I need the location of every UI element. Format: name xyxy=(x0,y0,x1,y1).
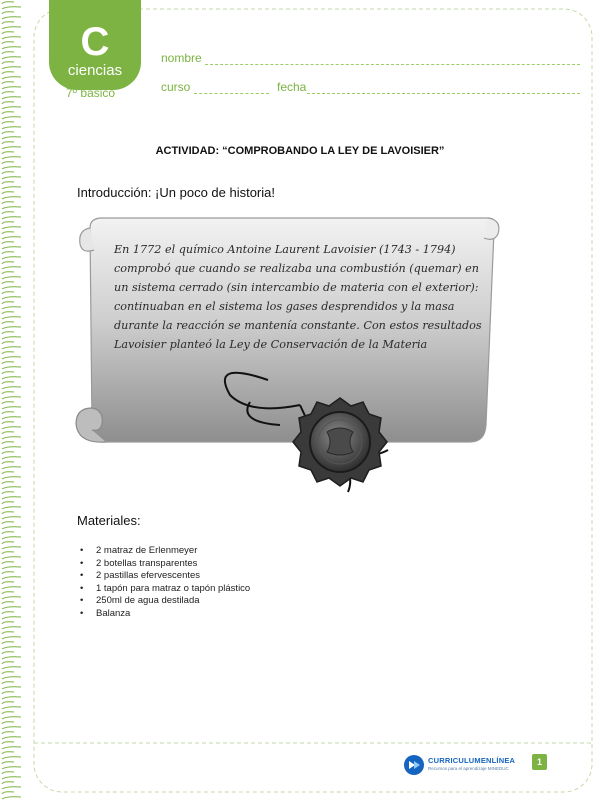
grass-blade xyxy=(2,477,21,479)
grass-blade xyxy=(2,367,21,369)
grass-blade xyxy=(2,572,14,574)
grass-blade xyxy=(2,72,14,74)
grass-blade xyxy=(2,297,21,299)
grass-blade xyxy=(2,682,14,684)
grass-blade xyxy=(2,127,21,129)
grass-blade xyxy=(2,697,21,699)
grass-blade xyxy=(2,7,21,9)
grass-blade xyxy=(2,587,21,589)
grass-blade xyxy=(2,432,14,434)
grass-blade xyxy=(2,92,14,94)
name-field-label: nombre xyxy=(161,51,202,65)
materials-list xyxy=(80,545,250,620)
course-field-line[interactable] xyxy=(194,93,269,94)
grass-blade xyxy=(2,547,21,549)
grass-blade xyxy=(2,552,14,554)
grass-blade xyxy=(2,442,14,444)
grass-blade xyxy=(2,502,14,504)
subject-label: ciencias xyxy=(67,62,123,79)
grass-blade xyxy=(2,22,14,24)
grass-blade xyxy=(2,97,21,99)
grass-blade xyxy=(2,652,14,654)
date-field-line[interactable] xyxy=(307,93,580,94)
grass-blade xyxy=(2,622,14,624)
date-field-label: fecha xyxy=(277,80,307,94)
grass-blade xyxy=(2,187,21,189)
grass-blade xyxy=(2,632,14,634)
list-item: • 2 matraz de Erlenmeyer xyxy=(80,545,250,558)
grass-blade xyxy=(2,362,14,364)
grass-blade xyxy=(2,137,21,139)
grass-blade xyxy=(2,307,21,309)
grass-blade xyxy=(2,687,21,689)
grass-blade xyxy=(2,132,14,134)
grass-blade xyxy=(2,317,21,319)
grass-blade xyxy=(2,467,21,469)
grass-blade xyxy=(2,397,21,399)
grass-blade xyxy=(2,77,21,79)
grass-blade xyxy=(2,722,14,724)
grass-blade xyxy=(2,247,21,249)
list-item: • 2 pastillas efervescentes xyxy=(80,570,250,583)
grass-blade xyxy=(2,42,14,44)
grass-blade xyxy=(2,52,14,54)
grass-blade xyxy=(2,637,21,639)
grass-blade xyxy=(2,712,14,714)
list-item: • Balanza xyxy=(80,608,250,621)
grass-blade xyxy=(2,747,21,749)
grass-blade xyxy=(2,787,21,789)
grass-blade xyxy=(2,627,21,629)
grass-blade xyxy=(2,312,14,314)
grass-blade xyxy=(2,707,21,709)
grass-blade xyxy=(2,742,14,744)
grass-blade xyxy=(2,32,14,34)
grass-blade xyxy=(2,732,14,734)
grass-blade xyxy=(2,497,21,499)
grass-blade xyxy=(2,37,21,39)
grass-blade xyxy=(2,267,21,269)
grass-blade xyxy=(2,192,14,194)
grass-blade xyxy=(2,272,14,274)
name-field-line[interactable] xyxy=(205,64,580,65)
grass-blade xyxy=(2,327,21,329)
grass-blade xyxy=(2,517,21,519)
grass-blade xyxy=(2,452,14,454)
grass-blade xyxy=(2,387,21,389)
grass-blade xyxy=(2,662,14,664)
grass-blade xyxy=(2,337,21,339)
grass-blade xyxy=(2,472,14,474)
grass-blade xyxy=(2,607,21,609)
grass-blade xyxy=(2,692,14,694)
grass-blade xyxy=(2,797,21,799)
grass-blade xyxy=(2,122,14,124)
grass-blade xyxy=(2,482,14,484)
grass-blade xyxy=(2,142,14,144)
grass-blade xyxy=(2,777,21,779)
grass-blade xyxy=(2,657,21,659)
grass-blade xyxy=(2,332,14,334)
grass-blade xyxy=(2,57,21,59)
materials-heading: Materiales: xyxy=(77,513,141,528)
grass-blade xyxy=(2,702,14,704)
grass-blade xyxy=(2,782,14,784)
grass-blade xyxy=(2,232,14,234)
grass-blade xyxy=(2,12,14,14)
grass-blade xyxy=(2,422,14,424)
grass-blade xyxy=(2,242,14,244)
grass-blade xyxy=(2,227,21,229)
grass-blade xyxy=(2,717,21,719)
grass-blade xyxy=(2,107,21,109)
grass-blade xyxy=(2,577,21,579)
grass-blade xyxy=(2,757,21,759)
course-field-label: curso xyxy=(161,80,191,94)
grass-blade xyxy=(2,727,21,729)
grass-blade xyxy=(2,522,14,524)
logo-name: CURRICULUMENLÍNEA xyxy=(428,756,516,765)
grass-blade xyxy=(2,117,21,119)
grass-blade xyxy=(2,382,14,384)
grass-blade xyxy=(2,207,21,209)
grass-blade xyxy=(2,592,14,594)
badge-letter: C xyxy=(80,20,110,64)
grass-blade xyxy=(2,677,21,679)
grass-blade xyxy=(2,172,14,174)
grass-blade xyxy=(2,372,14,374)
grass-blade xyxy=(2,562,14,564)
grass-blade xyxy=(2,237,21,239)
grass-blade xyxy=(2,537,21,539)
grass-blade xyxy=(2,212,14,214)
grass-blade xyxy=(2,617,21,619)
grass-blade xyxy=(2,567,21,569)
grass-blade xyxy=(2,87,21,89)
grass-blade xyxy=(2,222,14,224)
grass-blade xyxy=(2,427,21,429)
grass-blade xyxy=(2,457,21,459)
grass-blade xyxy=(2,47,21,49)
grass-blade xyxy=(2,462,14,464)
grass-blade xyxy=(2,532,14,534)
grass-blade xyxy=(2,217,21,219)
grass-blade xyxy=(2,672,14,674)
grass-blade xyxy=(2,772,14,774)
grass-blade xyxy=(2,67,21,69)
grass-blade xyxy=(2,412,14,414)
grass-blade xyxy=(2,737,21,739)
grass-blade xyxy=(2,282,14,284)
grass-blade xyxy=(2,507,21,509)
grass-blade xyxy=(2,667,21,669)
grass-blade xyxy=(2,252,14,254)
grass-blade xyxy=(2,642,14,644)
grass-blade xyxy=(2,792,14,794)
grass-blade xyxy=(2,157,21,159)
grass-blade xyxy=(2,512,14,514)
grass-blade xyxy=(2,582,14,584)
history-text: En 1772 el químico Antoine Laurent Lavoisier (1743 - 1794) comprobó que cuando se realizaba una combustión (quemar) en un sistema cerrado (sin intercambio de materia con el exterior): continuaban en el sistema los gases desprendidos y la masa durante la reacción se mantenía constante. Con estos resultados Lavoisier planteó la Ley de Conservación de la Materia xyxy=(114,243,482,351)
grass-blade xyxy=(2,487,21,489)
grass-blade xyxy=(2,202,14,204)
grass-blade xyxy=(2,602,14,604)
grass-blade xyxy=(2,612,14,614)
grass-blade xyxy=(2,27,21,29)
logo-tagline: Recursos para el aprendizaje MINEDUC xyxy=(428,766,509,771)
subject-badge xyxy=(49,0,141,90)
grass-blade xyxy=(2,257,21,259)
activity-title: ACTIVIDAD: “COMPROBANDO LA LEY DE LAVOISIER” xyxy=(155,145,445,157)
grass-blade xyxy=(2,82,14,84)
grass-blade xyxy=(2,182,14,184)
grass-blade xyxy=(2,402,14,404)
grass-blade xyxy=(2,767,21,769)
grass-blade xyxy=(2,492,14,494)
grass-blade xyxy=(2,302,14,304)
grass-blade xyxy=(2,277,21,279)
grade-label: 7º básico xyxy=(66,86,116,100)
grass-blade xyxy=(2,647,21,649)
grass-blade xyxy=(2,762,14,764)
grass-blade xyxy=(2,357,21,359)
page-number: 1 xyxy=(532,754,547,770)
grass-blade xyxy=(2,292,14,294)
grass-blade xyxy=(2,407,21,409)
grass-blade xyxy=(2,162,14,164)
grass-border-decoration xyxy=(0,0,30,800)
grass-blade xyxy=(2,352,14,354)
intro-heading: Introducción: ¡Un poco de historia! xyxy=(77,185,275,200)
grass-blade xyxy=(2,377,21,379)
grass-blade xyxy=(2,262,14,264)
grass-blade xyxy=(2,342,14,344)
grass-blade xyxy=(2,17,21,19)
grass-blade xyxy=(2,2,14,4)
grass-blade xyxy=(2,62,14,64)
grass-blade xyxy=(2,752,14,754)
grass-blade xyxy=(2,392,14,394)
grass-blade xyxy=(2,112,14,114)
list-item: • 250ml de agua destilada xyxy=(80,595,250,608)
grass-blade xyxy=(2,557,21,559)
grass-blade xyxy=(2,177,21,179)
grass-blade xyxy=(2,527,21,529)
grass-blade xyxy=(2,287,21,289)
grass-blade xyxy=(2,417,21,419)
grass-blade xyxy=(2,542,14,544)
grass-blade xyxy=(2,197,21,199)
list-item: • 1 tapón para matraz o tapón plástico xyxy=(80,583,250,596)
grass-blade xyxy=(2,437,21,439)
list-item: • 2 botellas transparentes xyxy=(80,558,250,571)
grass-blade xyxy=(2,597,21,599)
grass-blade xyxy=(2,347,21,349)
grass-blade xyxy=(2,167,21,169)
grass-blade xyxy=(2,102,14,104)
grass-blade xyxy=(2,447,21,449)
curriculum-logo-icon xyxy=(402,753,426,777)
grass-blade xyxy=(2,322,14,324)
